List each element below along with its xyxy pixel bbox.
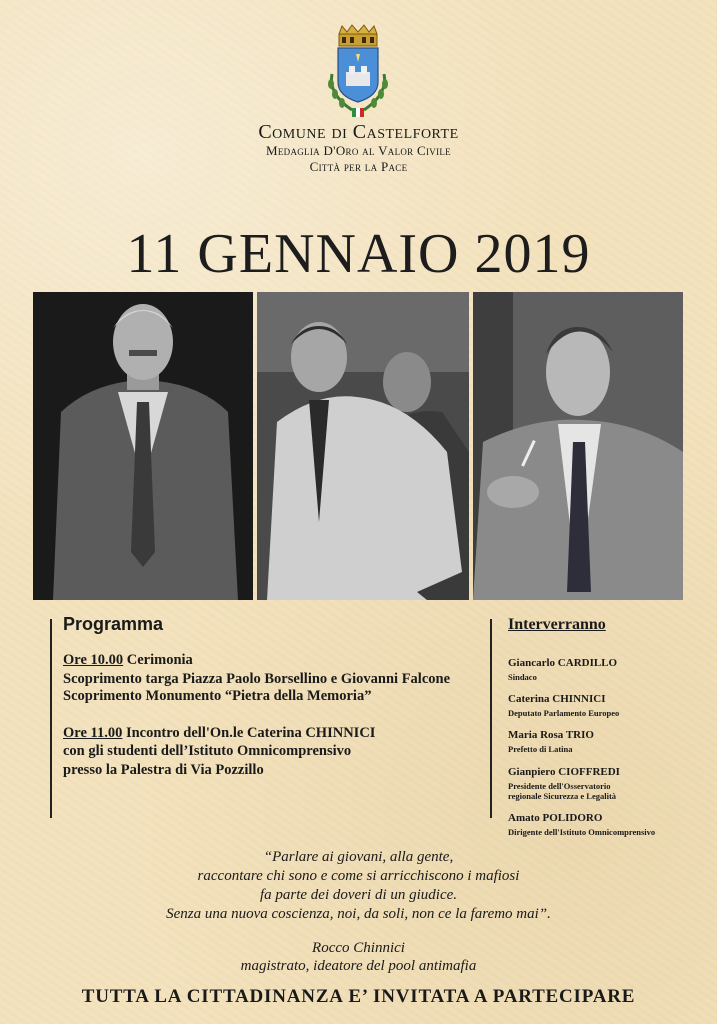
quote-line-4: Senza una nuova coscienza, noi, da soli, non ce la faremo mai”. (166, 906, 551, 922)
programma-item-2-line-2: con gli studenti dell’Istituto Omnicomprensivo (63, 743, 352, 759)
programma-title: Programma (63, 614, 164, 634)
programma-item-1-line-3: Scoprimento Monumento “Pietra della Memoria” (63, 688, 372, 704)
speaker-role: regionale Sicurezza e Legalità (508, 791, 617, 801)
programma-item-1-line-2: Scoprimento targa Piazza Paolo Borsellino e Giovanni Falcone (63, 671, 451, 687)
invitation-footer: TUTTA LA CITTADINANZA E’ INVITATA A PARTECIPARE (81, 986, 636, 1007)
interverranno-title: Interverranno (508, 616, 606, 633)
medal-subtitle: Medaglia D'Oro al Valor Civile (266, 143, 451, 158)
speaker-name: Caterina CHINNICI (508, 693, 606, 705)
speaker-role: Prefetto di Latina (508, 744, 573, 754)
speaker-name: Amato POLIDORO (508, 812, 603, 824)
quote-author-role: magistrato, ideatore del pool antimafia (240, 958, 477, 974)
portrait-photo-2 (257, 292, 469, 600)
speaker-role: Sindaco (508, 672, 537, 682)
speaker-name: Gianpiero CIOFFREDI (508, 766, 620, 778)
coat-of-arms-icon (318, 24, 398, 120)
speaker-role: Presidente dell'Osservatorio (508, 781, 611, 791)
quote-line-2: raccontare chi sono e come si arricchiscono i mafiosi (197, 868, 520, 884)
quote-line-1: “Parlare ai giovani, alla gente, (263, 849, 454, 865)
programma-item-1-line-1 (63, 652, 193, 669)
programma-item-2-line-1 (63, 725, 375, 742)
speaker-name: Giancarlo CARDILLO (508, 657, 618, 669)
portrait-photo-1 (33, 292, 253, 600)
municipality-name: Comune di Castelforte (258, 121, 459, 143)
peace-city-subtitle: Città per la Pace (309, 159, 408, 174)
event-date: 11 GENNAIO 2019 (126, 223, 591, 285)
quote-author: Rocco Chinnici (312, 940, 405, 956)
programma-item-2-title: Incontro dell'On.le Caterina CHINNICI (125, 725, 376, 741)
speaker-role: Deputato Parlamento Europeo (508, 708, 620, 718)
speaker-name: Maria Rosa TRIO (508, 729, 594, 741)
programma-divider (50, 619, 52, 818)
programma-item-1-title: Cerimonia (126, 652, 193, 668)
programma-item-1-time: Ore 10.00 (63, 652, 124, 668)
quote-line-3: fa parte dei doveri di un giudice. (259, 887, 458, 903)
interverranno-divider (490, 619, 492, 818)
programma-item-2-time: Ore 11.00 (63, 725, 123, 741)
portrait-photo-3 (473, 292, 683, 600)
programma-item-2-line-3: presso la Palestra di Via Pozzillo (63, 762, 264, 778)
speaker-role: Dirigente dell'Istituto Omnicomprensivo (508, 827, 656, 837)
